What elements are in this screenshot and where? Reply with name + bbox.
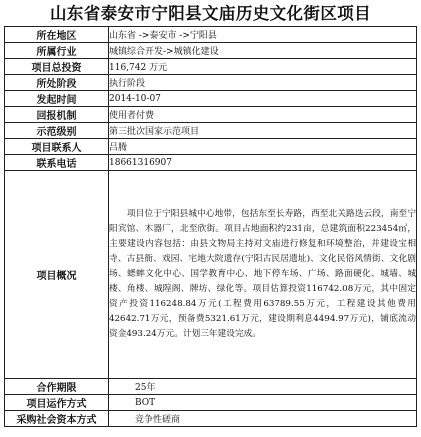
procurement-method-label: 采购社会资本方式 (5, 411, 109, 427)
table-row (5, 91, 417, 107)
table-row (5, 171, 417, 379)
table-row (5, 139, 417, 155)
cooperation-period-label: 合作期限 (5, 379, 109, 395)
contact-person-value: 吕腾 (109, 139, 417, 155)
project-info-table (4, 26, 417, 427)
table-row (5, 155, 417, 171)
total-investment-value: 116,742 万元 (109, 59, 417, 75)
contact-phone-value: 18661316907 (109, 155, 417, 171)
total-investment-label: 项目总投资 (5, 59, 109, 75)
industry-label: 所属行业 (5, 43, 109, 59)
launch-date-value: 2014-10-07 (109, 91, 417, 107)
overview-text: 项目位于宁阳县城中心地带，包括东至长寿路，西至北关路迭云段，南至宁阳宾馆、木器厂，北至欣街。项目占地面积约231亩，总建筑面积223454㎡，主要建设内容包括：由县文物局主持对文庙进行修复和环境整治，并建设宝相寺、古县衙、戏园、宅地大院遗存(宁阳古民居遗址)、文化民俗风情街、文化剧场、蟋蟀文化中心、国学教育中心、地下停车场、广场、路面硬化、城墙、城楼、角楼、城隍阁、牌坊、绿化等。项目估算投资116742.08万元，其中固定资产投资116248.84万元(工程费用63789.55万元，工程建设其他费用42642.71万元，预备费5321.61万元，建设期利息4494.97万元)，铺底流动资金493.24万元。计划三年建设完成。 (109, 209, 416, 339)
return-mechanism-value: 使用者付费 (109, 107, 417, 123)
demonstration-level-label: 示范级别 (5, 123, 109, 139)
table-row (5, 43, 417, 59)
table-row (5, 123, 417, 139)
operation-mode-value: BOT (109, 395, 417, 411)
demonstration-level-value: 第三批次国家示范项目 (109, 123, 417, 139)
contact-person-label: 项目联系人 (5, 139, 109, 155)
table-row (5, 395, 417, 411)
cooperation-period-value: 25年 (109, 379, 417, 395)
table-row (5, 107, 417, 123)
overview-cell (109, 171, 417, 379)
overview-label: 项目概况 (5, 171, 109, 379)
launch-date-label: 发起时间 (5, 91, 109, 107)
table-row (5, 59, 417, 75)
return-mechanism-label: 回报机制 (5, 107, 109, 123)
table-row (5, 75, 417, 91)
region-value: 山东省 ->泰安市 ->宁阳县 (109, 27, 417, 43)
stage-value: 执行阶段 (109, 75, 417, 91)
operation-mode-label: 项目运作方式 (5, 395, 109, 411)
stage-label: 所处阶段 (5, 75, 109, 91)
procurement-method-value: 竞争性磋商 (109, 411, 417, 427)
region-label: 所在地区 (5, 27, 109, 43)
table-row (5, 379, 417, 395)
table-row (5, 411, 417, 427)
industry-value: 城镇综合开发->城镇化建设 (109, 43, 417, 59)
page-title: 山东省泰安市宁阳县文庙历史文化街区项目 (49, 4, 372, 23)
table-row (5, 27, 417, 43)
contact-phone-label: 联系电话 (5, 155, 109, 171)
